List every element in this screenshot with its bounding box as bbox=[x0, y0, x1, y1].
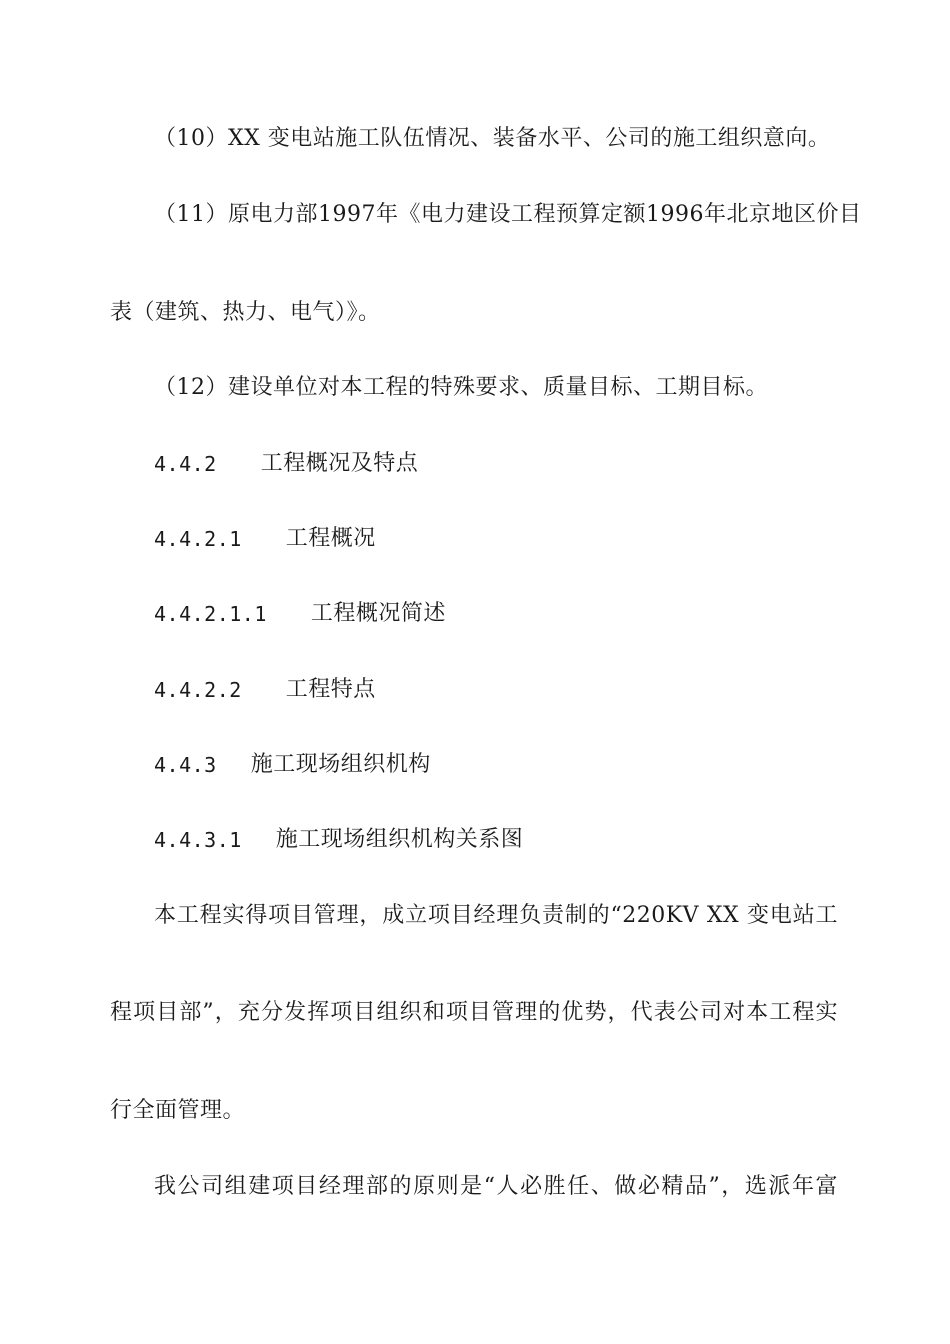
section-title: 施工现场组织机构 bbox=[250, 752, 431, 777]
section-number: 4.4.2.1 bbox=[154, 527, 242, 551]
section-heading-4-4-2 bbox=[154, 449, 418, 479]
section-heading-4-4-2-1 bbox=[154, 524, 376, 554]
paragraph-1-line2: 程项目部”，充分发挥项目组织和项目管理的优势，代表公司对本工程实 bbox=[110, 1000, 838, 1025]
section-heading-4-4-2-1-1 bbox=[154, 599, 446, 629]
section-heading-4-4-2-2 bbox=[154, 675, 376, 705]
list-item-11-line1: （11）原电力部1997年《电力建设工程预算定额1996年北京地区价目 bbox=[154, 202, 862, 227]
paragraph-2-line1: 我公司组建项目经理部的原则是“人必胜任、做必精品”，选派年富 bbox=[154, 1174, 838, 1199]
section-heading-4-4-3 bbox=[154, 750, 431, 780]
section-title: 工程特点 bbox=[285, 677, 376, 702]
paragraph-1-line3: 行全面管理。 bbox=[110, 1098, 246, 1123]
paragraph-1-line1: 本工程实得项目管理，成立项目经理负责制的“220KV XX 变电站工 bbox=[154, 903, 838, 928]
section-number: 4.4.3 bbox=[154, 753, 217, 777]
section-title: 工程概况及特点 bbox=[260, 451, 419, 476]
section-number: 4.4.2.2 bbox=[154, 678, 242, 702]
section-heading-4-4-3-1 bbox=[154, 825, 523, 855]
section-number: 4.4.2 bbox=[154, 452, 217, 476]
section-title: 施工现场组织机构关系图 bbox=[275, 827, 524, 852]
section-number: 4.4.3.1 bbox=[154, 828, 242, 852]
list-item-11-line2: 表（建筑、热力、电气）》。 bbox=[110, 300, 381, 325]
section-number: 4.4.2.1.1 bbox=[154, 602, 267, 626]
section-title: 工程概况 bbox=[285, 526, 376, 551]
section-title: 工程概况简述 bbox=[310, 601, 446, 626]
list-item-10: （10）XX 变电站施工队伍情况、装备水平、公司的施工组织意向。 bbox=[154, 126, 831, 151]
list-item-12: （12）建设单位对本工程的特殊要求、质量目标、工期目标。 bbox=[154, 375, 768, 400]
